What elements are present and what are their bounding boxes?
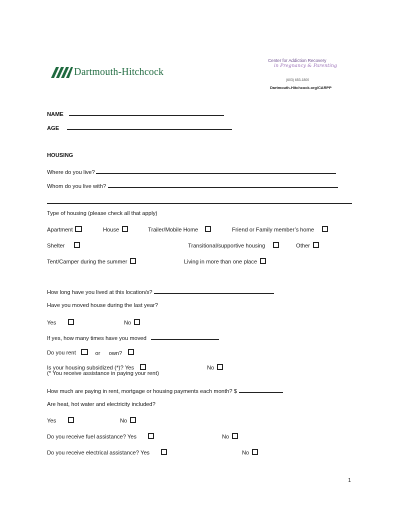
page-number: 1 bbox=[348, 478, 352, 484]
rent-or-label: or bbox=[95, 350, 101, 357]
subsidized-no-label: No bbox=[207, 365, 215, 372]
electric-no-checkbox[interactable] bbox=[252, 449, 258, 455]
utilities-yes-checkbox[interactable] bbox=[68, 417, 74, 423]
how-long-label: How long have you lived at this location/s? bbox=[47, 290, 153, 296]
fuel-no-label: No bbox=[222, 434, 230, 441]
utilities-yes-label: Yes bbox=[47, 418, 57, 425]
subsidized-no-checkbox[interactable] bbox=[217, 364, 223, 370]
electric-assist-label: Do you receive electrical assistance? Yes bbox=[47, 450, 150, 457]
monthly-payment-field[interactable] bbox=[239, 387, 283, 393]
housing-type-label: Type of housing (please check all that apply) bbox=[47, 211, 158, 217]
logo-text: Dartmouth-Hitchcock bbox=[74, 67, 164, 78]
moved-yes-checkbox[interactable] bbox=[68, 319, 74, 325]
utilities-no-label: No bbox=[120, 418, 128, 425]
utilities-label: Are heat, hot water and electricity included? bbox=[47, 402, 156, 408]
rent-label: Do you rent bbox=[47, 350, 76, 357]
whom-live-label: Whom do you live with? bbox=[47, 184, 107, 190]
monthly-payment-label: How much are paying in rent, mortgage or housing payments each month? $ bbox=[47, 389, 237, 395]
other-checkbox[interactable] bbox=[313, 242, 319, 248]
tent-camper-checkbox[interactable] bbox=[130, 258, 136, 264]
opt-house-label: House bbox=[103, 227, 120, 234]
subsidized-yes-checkbox[interactable] bbox=[140, 364, 146, 370]
dartmouth-hitchcock-logo-mark-icon bbox=[51, 67, 73, 78]
rent-checkbox[interactable] bbox=[81, 349, 87, 355]
opt-apartment-label: Apartment bbox=[47, 227, 73, 234]
transitional-checkbox[interactable] bbox=[273, 242, 279, 248]
how-many-times-field[interactable] bbox=[151, 334, 219, 340]
opt-trailer-label: Trailer/Mobile Home bbox=[148, 227, 199, 234]
age-field[interactable] bbox=[67, 124, 232, 130]
center-phone: (603) 653-1800 bbox=[286, 78, 310, 82]
electric-no-label: No bbox=[242, 450, 250, 457]
fuel-assist-label: Do you receive fuel assistance? Yes bbox=[47, 434, 137, 441]
apartment-checkbox[interactable] bbox=[75, 226, 81, 232]
subsidized-label: Is your housing subsidized (*)? Yes bbox=[47, 365, 135, 372]
opt-tent-label: Tent/Camper during the summer bbox=[47, 259, 128, 266]
trailer-checkbox[interactable] bbox=[205, 226, 211, 232]
moved-no-checkbox[interactable] bbox=[134, 319, 140, 325]
fuel-yes-checkbox[interactable] bbox=[148, 433, 154, 439]
how-long-field[interactable] bbox=[154, 288, 274, 294]
opt-shelter-label: Shelter bbox=[47, 243, 65, 250]
multiple-places-checkbox[interactable] bbox=[260, 258, 266, 264]
own-checkbox[interactable] bbox=[128, 349, 134, 355]
whom-live-field[interactable] bbox=[108, 182, 338, 188]
where-live-field[interactable] bbox=[96, 168, 336, 174]
name-label: NAME bbox=[47, 112, 64, 118]
opt-transitional-label: Transitional/supportive housing bbox=[188, 243, 266, 250]
utilities-no-checkbox[interactable] bbox=[130, 417, 136, 423]
friend-family-checkbox[interactable] bbox=[322, 226, 328, 232]
center-name: Center for Addiction Recovery bbox=[268, 58, 327, 63]
center-url: Dartmouth-Hitchcock.org/CARPP bbox=[270, 85, 332, 90]
opt-friend-label: Friend or Family member’s home bbox=[232, 227, 315, 234]
opt-multiple-label: Living in more than one place bbox=[184, 259, 258, 266]
section-title-housing: HOUSING bbox=[47, 153, 74, 159]
subsidized-note: (* You receive assistance in paying your rent) bbox=[47, 371, 159, 377]
moved-last-year-label: Have you moved house during the last year? bbox=[47, 303, 159, 309]
moved-yes-label: Yes bbox=[47, 320, 57, 327]
house-checkbox[interactable] bbox=[122, 226, 128, 232]
age-label: AGE bbox=[47, 126, 60, 132]
shelter-checkbox[interactable] bbox=[74, 242, 80, 248]
where-live-label: Where do you live? bbox=[47, 170, 95, 176]
own-label: own? bbox=[108, 350, 123, 357]
electric-yes-checkbox[interactable] bbox=[161, 449, 167, 455]
fuel-no-checkbox[interactable] bbox=[232, 433, 238, 439]
moved-no-label: No bbox=[124, 320, 132, 327]
name-field[interactable] bbox=[69, 110, 224, 116]
center-tagline: in Pregnancy & Parenting bbox=[274, 64, 338, 69]
whom-live-field-line-2[interactable] bbox=[47, 203, 352, 204]
opt-other-label: Other bbox=[296, 243, 310, 250]
how-many-times-label: If yes, how many times have you moved bbox=[47, 336, 147, 342]
